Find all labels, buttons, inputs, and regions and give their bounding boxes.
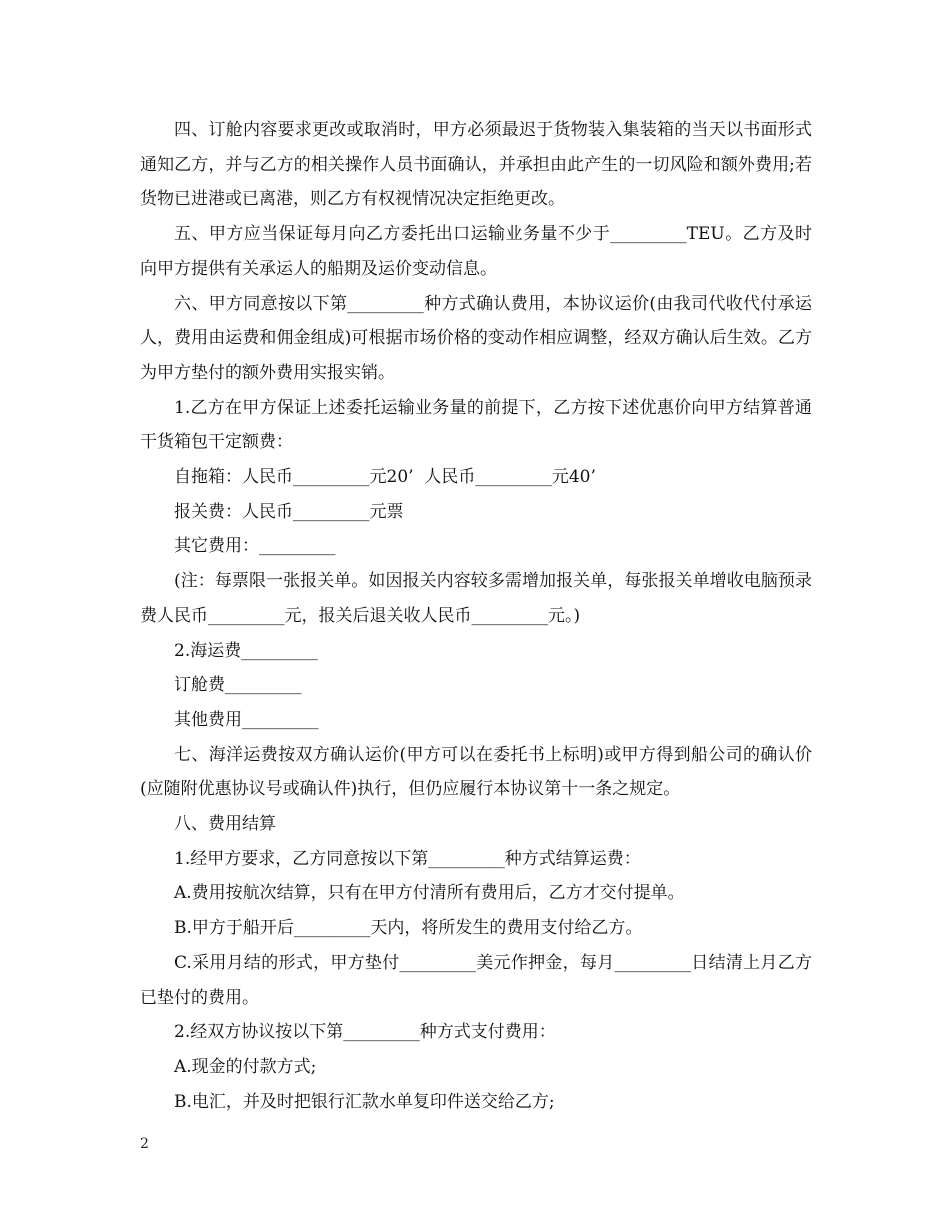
paragraph-settlement-a: A.费用按航次结算，只有在甲方付清所有费用后，乙方才交付提单。 xyxy=(174,883,685,904)
paragraph-article-5: 五、甲方应当保证每月向乙方委托出口运输业务量不少于_________TEU。乙方及时向甲方提供有关承运人的船期及运价变动信息。 xyxy=(140,224,812,279)
paragraph-article-6: 六、甲方同意按以下第_________种方式确认费用，本协议运价(由我司代收代付承运人，费用由运费和佣金组成)可根据市场价格的变动作相应调整，经双方确认后生效。乙方为甲方垫付的额外费用实报实销。 xyxy=(140,293,812,383)
paragraph-payment-b: B.电汇，并及时把银行汇款水单复印件送交给乙方; xyxy=(174,1091,555,1112)
paragraph-article-8-heading: 八、费用结算 xyxy=(174,814,276,835)
document-body xyxy=(140,113,812,1119)
paragraph-booking-fee: 订舱费_________ xyxy=(174,675,302,696)
paragraph-settlement-b: B.甲方于船开后_________天内，将所发生的费用支付给乙方。 xyxy=(174,918,643,939)
paragraph-other-charges: 其他费用_________ xyxy=(174,709,319,730)
paragraph-item-1: 1.乙方在甲方保证上述委托运输业务量的前提下，乙方按下述优惠价向甲方结算普通干货箱包干定额费： xyxy=(140,397,812,453)
paragraph-settlement-c: C.采用月结的形式，甲方垫付_________美元作押金，每月_________日结清上月乙方已垫付的费用。 xyxy=(140,952,812,1008)
paragraph-customs-fee: 报关费：人民币_________元票 xyxy=(174,501,404,522)
paragraph-ocean-freight: 2.海运费_________ xyxy=(174,640,318,661)
paragraph-payment-a: A.现金的付款方式; xyxy=(174,1056,317,1077)
paragraph-self-towing-fee: 自拖箱：人民币_________元20’ 人民币_________元40’ xyxy=(174,467,596,488)
paragraph-note: (注：每票限一张报关单。如因报关内容较多需增加报关单，每张报关单增收电脑预录费人民币_________元，报关后退关收人民币_________元。) xyxy=(140,571,812,626)
paragraph-article-4: 四、订舱内容要求更改或取消时，甲方必须最迟于货物装入集装箱的当天以书面形式通知乙方，并与乙方的相关操作人员书面确认，并承担由此产生的一切风险和额外费用;若货物已进港或已离港，则乙方有权视情况决定拒绝更改。 xyxy=(140,120,812,210)
paragraph-other-fee: 其它费用：_________ xyxy=(174,536,336,557)
paragraph-article-7: 七、海洋运费按双方确认运价(甲方可以在委托书上标明)或甲方得到船公司的确认价(应随附优惠协议号或确认件)执行，但仍应履行本协议第十一条之规定。 xyxy=(140,744,812,800)
paragraph-settlement-1: 1.经甲方要求，乙方同意按以下第_________种方式结算运费： xyxy=(174,848,641,869)
page-number: 2 xyxy=(140,1136,149,1152)
paragraph-payment-2: 2.经双方协议按以下第_________种方式支付费用： xyxy=(174,1022,556,1043)
